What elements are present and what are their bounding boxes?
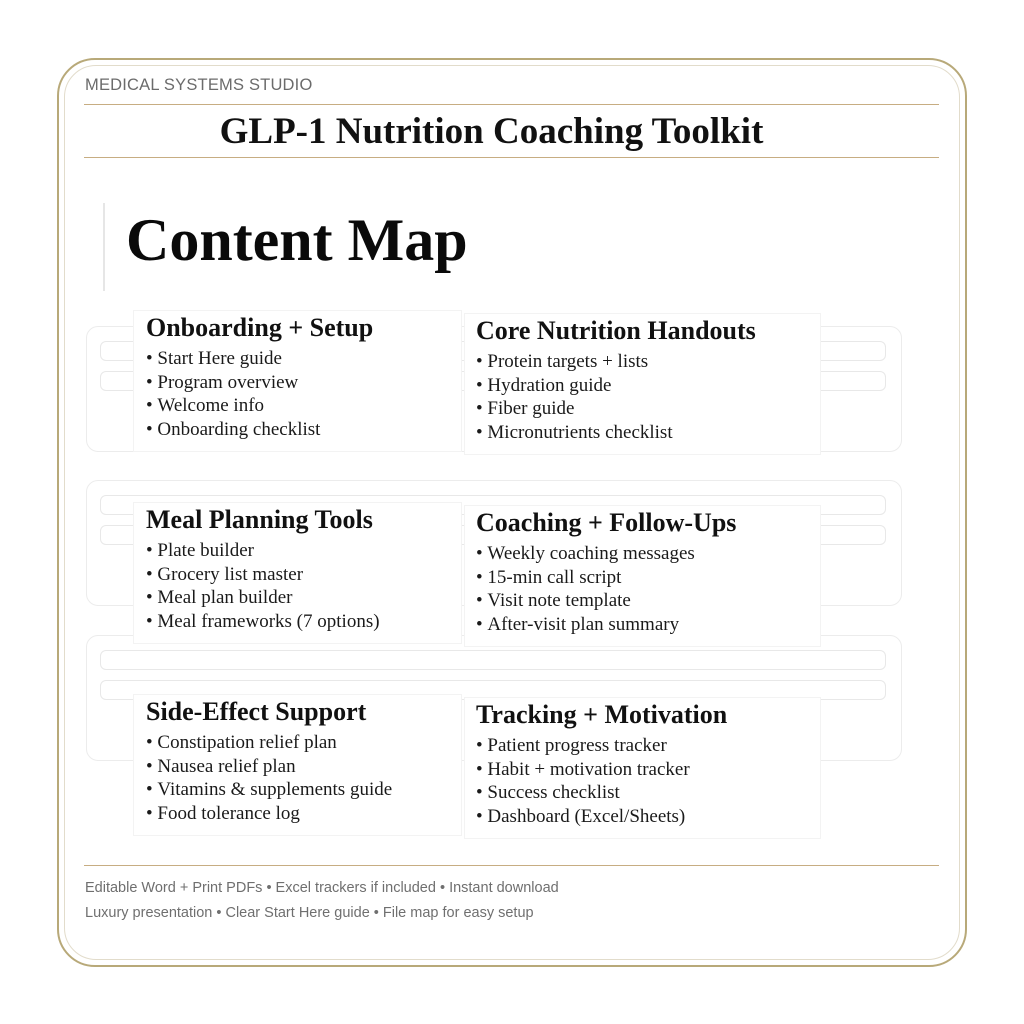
section-card-tracking [465, 698, 820, 838]
list-item: • Meal plan builder [146, 586, 461, 610]
list-item: • Constipation relief plan [146, 731, 461, 755]
section-title: Core Nutrition Handouts [476, 316, 756, 345]
header-bottom-rule [84, 157, 939, 158]
section-card-coaching [465, 506, 820, 646]
section-accent-bar [103, 203, 105, 291]
list-item: • Success checklist [476, 781, 820, 805]
placeholder-bar [100, 650, 886, 670]
list-item: • Plate builder [146, 539, 461, 563]
list-item: • Meal frameworks (7 options) [146, 610, 461, 634]
list-item: • Vitamins & supplements guide [146, 778, 461, 802]
list-item: • Start Here guide [146, 347, 461, 371]
list-item: • Grocery list master [146, 563, 461, 587]
list-item: • Micronutrients checklist [476, 421, 820, 445]
header-top-rule [84, 104, 939, 105]
page-title: GLP-1 Nutrition Coaching Toolkit [219, 111, 764, 152]
footer-rule [84, 865, 939, 866]
list-item: • Hydration guide [476, 374, 820, 398]
section-card-onboarding [134, 311, 461, 451]
list-item: • Fiber guide [476, 397, 820, 421]
section-title: Meal Planning Tools [146, 505, 373, 534]
list-item: • Habit + motivation tracker [476, 758, 820, 782]
list-item: • Food tolerance log [146, 802, 461, 826]
list-item: • Patient progress tracker [476, 734, 820, 758]
section-list [476, 350, 820, 444]
section-card-core-nutrition [465, 314, 820, 454]
section-title: Coaching + Follow-Ups [476, 508, 737, 537]
section-title: Onboarding + Setup [146, 313, 374, 342]
list-item: • Dashboard (Excel/Sheets) [476, 805, 820, 829]
section-list [146, 347, 461, 441]
list-item: • Program overview [146, 371, 461, 395]
list-item: • Onboarding checklist [146, 418, 461, 442]
list-item: • Welcome info [146, 394, 461, 418]
section-list [146, 539, 461, 633]
section-heading: Content Map [126, 207, 468, 273]
section-card-meal-planning [134, 503, 461, 643]
list-item: • After-visit plan summary [476, 613, 820, 637]
list-item: • Nausea relief plan [146, 755, 461, 779]
list-item: • 15-min call script [476, 566, 820, 590]
section-list [476, 542, 820, 636]
section-list [476, 734, 820, 828]
section-card-side-effects [134, 695, 461, 835]
footer-line-1: Editable Word + Print PDFs • Excel trackers if included • Instant download [85, 880, 559, 896]
footer-line-2: Luxury presentation • Clear Start Here guide • File map for easy setup [85, 905, 534, 921]
list-item: • Protein targets + lists [476, 350, 820, 374]
section-list [146, 731, 461, 825]
brand-label: MEDICAL SYSTEMS STUDIO [85, 76, 313, 94]
section-title: Tracking + Motivation [476, 700, 728, 729]
list-item: • Visit note template [476, 589, 820, 613]
list-item: • Weekly coaching messages [476, 542, 820, 566]
section-title: Side-Effect Support [146, 697, 367, 726]
